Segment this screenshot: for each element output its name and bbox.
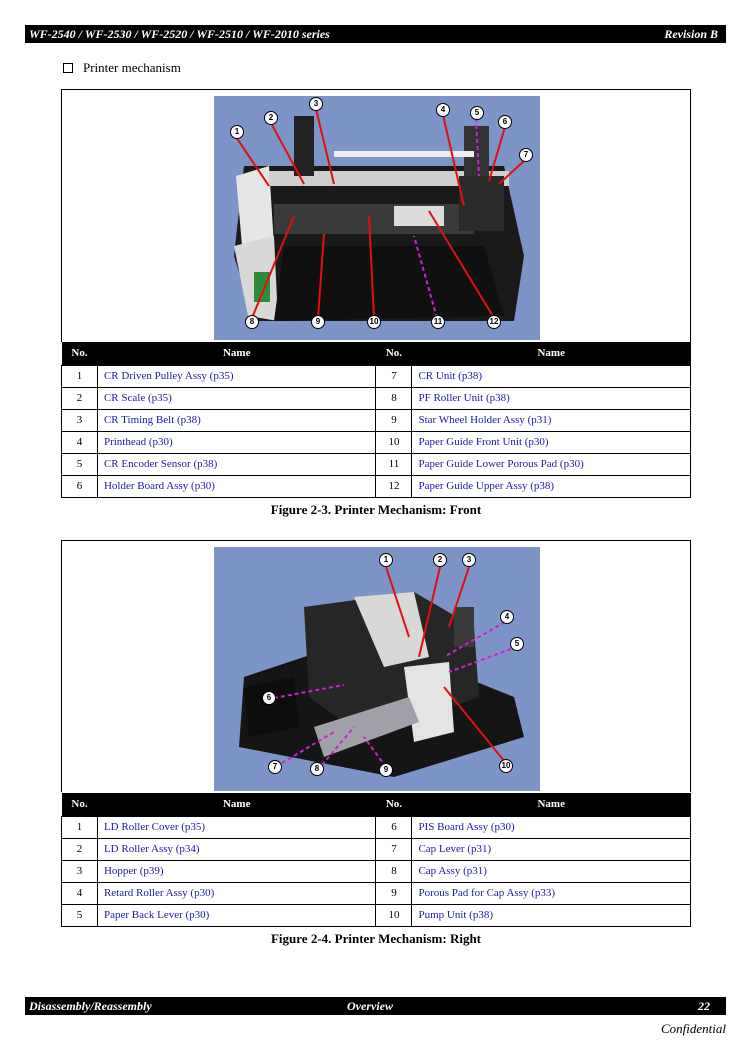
part-number: 9 [376, 409, 412, 431]
table-row [62, 860, 691, 882]
part-link[interactable]: Retard Roller Assy (p30) [97, 882, 376, 904]
part-number: 5 [62, 453, 98, 475]
callout-1: 1 [379, 553, 393, 567]
callout-2: 2 [433, 553, 447, 567]
callout-9: 9 [311, 315, 325, 329]
part-link[interactable]: Pump Unit (p38) [412, 904, 691, 926]
part-number: 6 [62, 475, 98, 497]
callout-8: 8 [310, 762, 324, 776]
callout-3: 3 [462, 553, 476, 567]
table-header-row [62, 793, 691, 816]
callout-12: 12 [487, 315, 501, 329]
figure3-frame [61, 89, 691, 342]
part-number: 2 [62, 387, 98, 409]
part-link[interactable]: Paper Guide Lower Porous Pad (p30) [412, 453, 691, 475]
footer-section: Overview [347, 999, 393, 1013]
part-number: 4 [62, 431, 98, 453]
part-link[interactable]: Printhead (p30) [97, 431, 376, 453]
figure4-photo [214, 547, 540, 791]
column-header-name: Name [412, 342, 691, 365]
part-number: 10 [376, 904, 412, 926]
callout-10: 10 [367, 315, 381, 329]
part-number: 5 [62, 904, 98, 926]
header-title: WF-2540 / WF-2530 / WF-2520 / WF-2510 / WF-2010 series [29, 27, 330, 41]
part-link[interactable]: LD Roller Assy (p34) [97, 838, 376, 860]
table-row [62, 431, 691, 453]
part-link[interactable]: Paper Guide Front Unit (p30) [412, 431, 691, 453]
column-header-no: No. [62, 793, 98, 816]
figure3-photo [214, 96, 540, 340]
callout-7: 7 [519, 148, 533, 162]
footer-chapter: Disassembly/Reassembly [29, 999, 152, 1013]
checkbox-bullet-icon [63, 63, 73, 73]
part-link[interactable]: CR Scale (p35) [97, 387, 376, 409]
column-header-name: Name [97, 793, 376, 816]
part-number: 1 [62, 365, 98, 387]
column-header-no: No. [62, 342, 98, 365]
table-row [62, 816, 691, 838]
part-number: 4 [62, 882, 98, 904]
part-number: 9 [376, 882, 412, 904]
section-heading [63, 60, 181, 76]
header-revision: Revision B [664, 27, 718, 41]
callout-5: 5 [510, 637, 524, 651]
table-row [62, 904, 691, 926]
part-link[interactable]: Cap Lever (p31) [412, 838, 691, 860]
part-link[interactable]: CR Driven Pulley Assy (p35) [97, 365, 376, 387]
part-link[interactable]: Paper Back Lever (p30) [97, 904, 376, 926]
figure3-caption: Figure 2-3. Printer Mechanism: Front [270, 502, 482, 517]
part-number: 7 [376, 838, 412, 860]
table-row [62, 387, 691, 409]
callout-7: 7 [268, 760, 282, 774]
column-header-name: Name [412, 793, 691, 816]
figure3-parts-table [61, 342, 691, 498]
figure4-frame [61, 540, 691, 792]
callout-10: 10 [499, 759, 513, 773]
part-link[interactable]: CR Timing Belt (p38) [97, 409, 376, 431]
callout-4: 4 [436, 103, 450, 117]
part-number: 3 [62, 409, 98, 431]
table-row [62, 838, 691, 860]
part-link[interactable]: Porous Pad for Cap Assy (p33) [412, 882, 691, 904]
callout-4: 4 [500, 610, 514, 624]
part-number: 3 [62, 860, 98, 882]
part-link[interactable]: PIS Board Assy (p30) [412, 816, 691, 838]
part-link[interactable]: Hopper (p39) [97, 860, 376, 882]
table-header-row [62, 342, 691, 365]
header-bar [25, 25, 726, 43]
part-link[interactable]: PF Roller Unit (p38) [412, 387, 691, 409]
table-row [62, 409, 691, 431]
confidential-label: Confidential [661, 1021, 726, 1036]
part-link[interactable]: Star Wheel Holder Assy (p31) [412, 409, 691, 431]
column-header-no: No. [376, 793, 412, 816]
table-row [62, 882, 691, 904]
part-number: 12 [376, 475, 412, 497]
callout-3: 3 [309, 97, 323, 111]
callout-2: 2 [264, 111, 278, 125]
column-header-name: Name [97, 342, 376, 365]
part-number: 10 [376, 431, 412, 453]
part-number: 11 [376, 453, 412, 475]
printer-front-illustration [214, 96, 540, 340]
part-number: 6 [376, 816, 412, 838]
callout-11: 11 [431, 315, 445, 329]
callout-8: 8 [245, 315, 259, 329]
callout-5: 5 [470, 106, 484, 120]
part-number: 1 [62, 816, 98, 838]
printer-right-illustration [214, 547, 540, 791]
part-number: 7 [376, 365, 412, 387]
table-row [62, 365, 691, 387]
part-link[interactable]: CR Unit (p38) [412, 365, 691, 387]
part-number: 8 [376, 860, 412, 882]
part-link[interactable]: Paper Guide Upper Assy (p38) [412, 475, 691, 497]
callout-6: 6 [262, 691, 276, 705]
table-row [62, 475, 691, 497]
part-link[interactable]: CR Encoder Sensor (p38) [97, 453, 376, 475]
figure4-parts-table [61, 793, 691, 927]
part-number: 8 [376, 387, 412, 409]
column-header-no: No. [376, 342, 412, 365]
part-number: 2 [62, 838, 98, 860]
callout-6: 6 [498, 115, 512, 129]
section-heading-text: Printer mechanism [83, 60, 181, 75]
part-link[interactable]: Cap Assy (p31) [412, 860, 691, 882]
footer-bar [25, 997, 726, 1015]
callout-1: 1 [230, 125, 244, 139]
table-row [62, 453, 691, 475]
part-link[interactable]: Holder Board Assy (p30) [97, 475, 376, 497]
page-number: 22 [698, 999, 710, 1013]
figure4-caption: Figure 2-4. Printer Mechanism: Right [270, 931, 481, 946]
callout-9: 9 [379, 763, 393, 777]
part-link[interactable]: LD Roller Cover (p35) [97, 816, 376, 838]
